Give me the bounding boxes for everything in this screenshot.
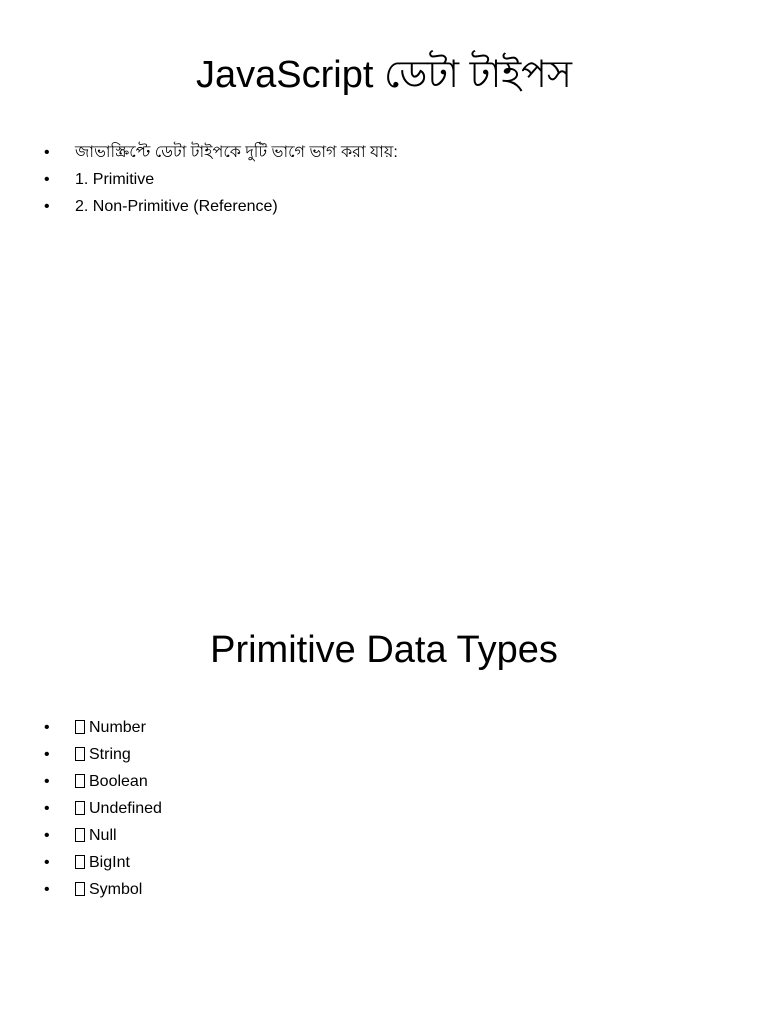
list-item [44,193,748,220]
bullet-icon: • [44,198,50,215]
list-item [44,849,748,876]
check-box-icon [75,774,85,788]
bullet-text: Symbol [89,881,143,898]
bullet-icon: • [44,773,50,790]
bullet-text: String [89,746,131,763]
check-box-icon [75,855,85,869]
check-box-icon [75,801,85,815]
check-box-icon [75,720,85,734]
bullet-icon: • [44,854,50,871]
list-item [44,768,748,795]
bullet-icon: • [44,171,50,188]
list-item [44,166,748,193]
list-item [44,876,748,903]
bullet-icon: • [44,144,50,161]
list-item [44,139,748,166]
bullet-text: BigInt [89,854,130,871]
slide-1-bullet-list [44,139,748,220]
bullet-icon: • [44,746,50,763]
slide-2-bullet-list [44,714,748,903]
bullet-text: Undefined [89,800,162,817]
list-item [44,741,748,768]
slide-2 [0,512,768,1024]
bullet-text: Boolean [89,773,148,790]
check-box-icon [75,828,85,842]
list-item [44,822,748,849]
bullet-icon: • [44,719,50,736]
bullet-text: 1. Primitive [75,171,155,188]
bullet-icon: • [44,827,50,844]
bullet-text: Number [89,719,146,736]
bullet-text: জাভাস্ক্রিপ্টে ডেটা টাইপকে দুটি ভাগে ভাগ করা যায়: [75,144,398,161]
bullet-icon: • [44,881,50,898]
check-box-icon [75,882,85,896]
list-item [44,795,748,822]
bullet-text: Null [89,827,117,844]
slide-2-title: Primitive Data Types [210,629,558,671]
bullet-text: 2. Non-Primitive (Reference) [75,198,278,215]
check-box-icon [75,747,85,761]
bullet-icon: • [44,800,50,817]
slide-1-title: JavaScript ডেটা টাইপস [195,54,572,96]
list-item [44,714,748,741]
